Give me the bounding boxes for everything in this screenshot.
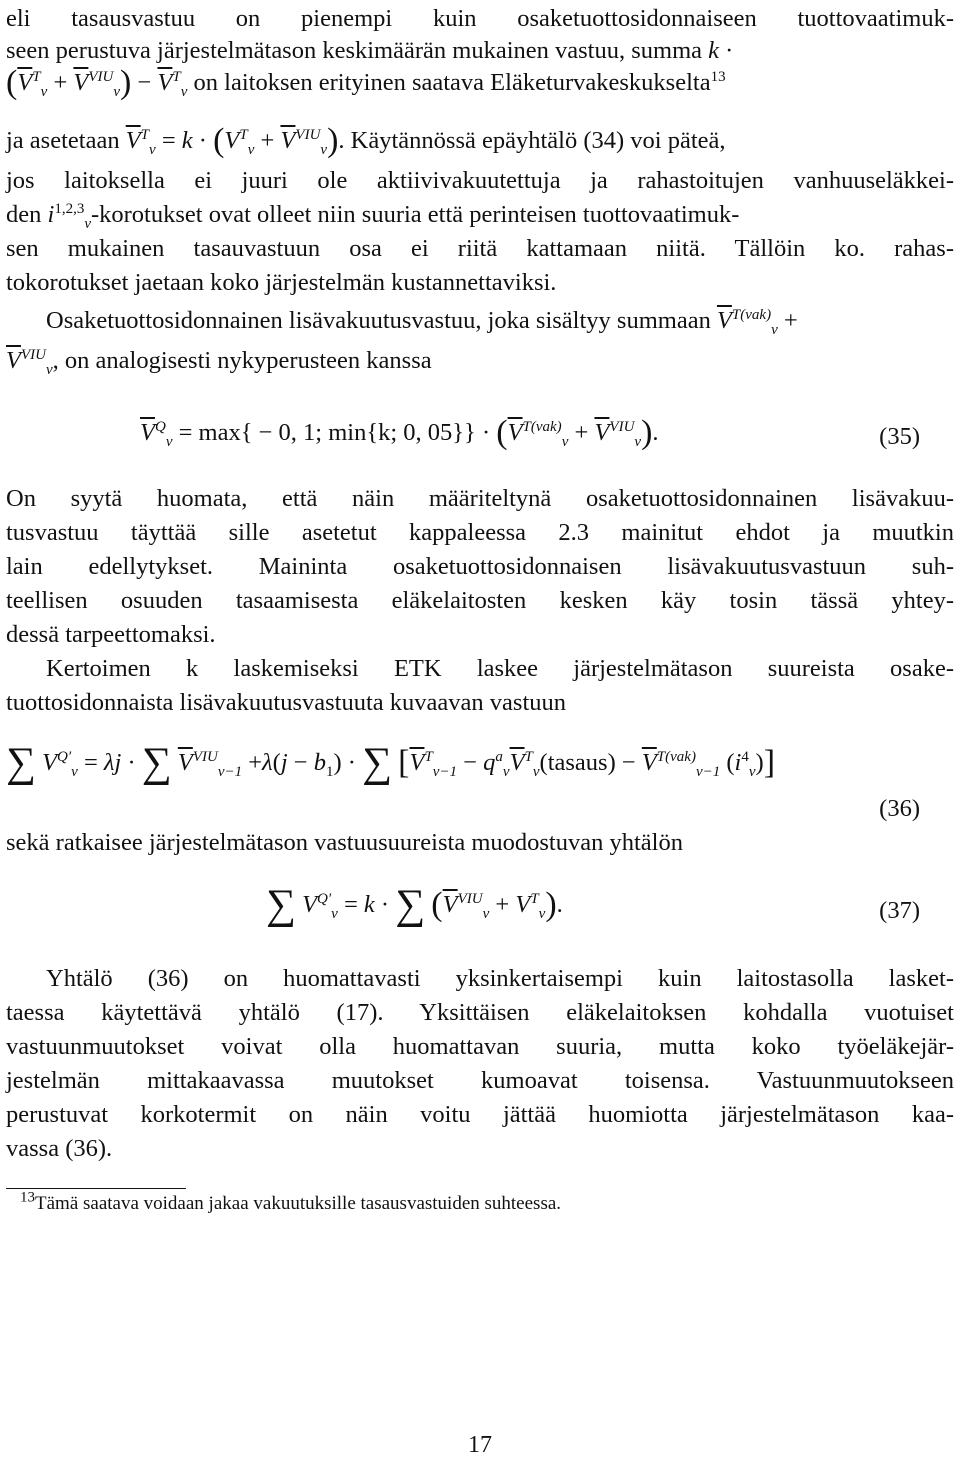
text-line: tokorotukset jaetaan koko järjestelmän kustannettaviksi. [6, 269, 557, 296]
text-line: lain edellytykset. Maininta osaketuottosidonnaisen lisävakuutusvastuun suh- [6, 553, 954, 580]
text-line: $(\overline{V}^T_v + \overline{V}^{VIU}_v) - \overline{V}^T_v$ on laitoksen erityinen saatava Eläketurvakeskukselta$^{13}$ [6, 64, 726, 101]
text-line: taessa käytettävä yhtälö (17). Yksittäisen eläkelaitoksen kohdalla vuotuiset [6, 999, 954, 1026]
text-line: jestelmän mittakaavassa muutokset kumoavat toisensa. Vastuunmuutokseen [6, 1067, 954, 1094]
text-line: jos laitoksella ei juuri ole aktiivivakuutettuja ja rahastoitujen vanhuuseläkkei- [6, 167, 954, 194]
text-line: ja asetetaan $\overline{V}^T_v = k \cdot (V^T_v + \overline{V}^{VIU}_v)$. Käytännössä epäyhtälö (34) voi päteä, [6, 122, 726, 159]
text-line: Kertoimen k laskemiseksi ETK laskee järjestelmätason suureista osake- [46, 655, 954, 682]
text-line: Yhtälö (36) on huomattavasti yksinkertaisempi kuin laitostasolla lasket- [46, 965, 954, 992]
text-line: den $i^{1,2,3}_v$-korotukset ovat olleet niin suuria että perinteisen tuottovaatimuk- [6, 200, 740, 232]
equation-37: ∑ $V^{Q'}_v = k$ · ∑ $(\overline{V}^{VIU}_v + V^T_v)$. [266, 882, 563, 928]
equation-35: $\overline{V}^Q_v = \max\{ - 0$, 1; min{k; 0, $05\}\} \cdot (\overline{V}^{T(vak)}_v + \overline{V}^{VIU}_v)$. [140, 414, 659, 451]
page-number: 17 [468, 1432, 492, 1458]
text-line: dessä tarpeettomaksi. [6, 621, 216, 648]
footnote: $^{13}$Tämä saatava voidaan jakaa vakuutuksille tasausvastuiden suhteessa. [20, 1189, 562, 1214]
text-line: On syytä huomata, että näin määriteltynä osaketuottosidonnainen lisävakuu- [6, 485, 954, 512]
text-line: seen perustuva järjestelmätason keskimäärän mukainen vastuu, summa k · [6, 37, 734, 64]
equation-36: ∑ $V^{Q'}_v = \lambda j$ · ∑ $\overline{V}^{VIU}_{v-1} +\lambda(j - b_1)$ · ∑ [$\overline{V}^T_{v-1}$ − $q^a_v\overline{V}^T_v(tasaus) - \overline{V}^{T(vak)}_{v-1}$ $(i^4_v)$] [6, 740, 776, 786]
text-line: teellisen osuuden tasaamisesta eläkelaitosten kesken käy tosin tässä yhtey- [6, 587, 954, 614]
text-line: perustuvat korkotermit on näin voitu jättää huomiotta järjestelmätason kaa- [6, 1101, 954, 1128]
text-line: tuottosidonnaista lisävakuutusvastuuta kuvaavan vastuun [6, 689, 567, 716]
equation-number: (35) [879, 423, 920, 450]
text-line: vassa (36). [6, 1135, 113, 1162]
text-line: tusvastuu täyttää sille asetetut kappaleessa 2.3 mainitut ehdot ja muutkin [6, 519, 954, 546]
text-line: $\overline{V}^{VIU}_v$, on analogisesti nykyperusteen kanssa [6, 346, 432, 378]
equation-number: (37) [879, 897, 920, 924]
text-line: vastuunmuutokset voivat olla huomattavan suuria, mutta koko työeläkejär- [6, 1033, 954, 1060]
text-line: sen mukainen tasauvastuun osa ei riitä kattamaan niitä. Tällöin ko. rahas- [6, 235, 954, 262]
text-line: sekä ratkaisee järjestelmätason vastuusuureista muodostuvan yhtälön [6, 829, 683, 856]
equation-number: (36) [879, 795, 920, 822]
text-line: eli tasausvastuu on pienempi kuin osaketuottosidonnaiseen tuottovaatimuk- [6, 5, 954, 32]
text-line: Osaketuottosidonnainen lisävakuutusvastuu, joka sisältyy summaan $\overline{V}^{T(vak)}_v$ + [46, 306, 798, 338]
